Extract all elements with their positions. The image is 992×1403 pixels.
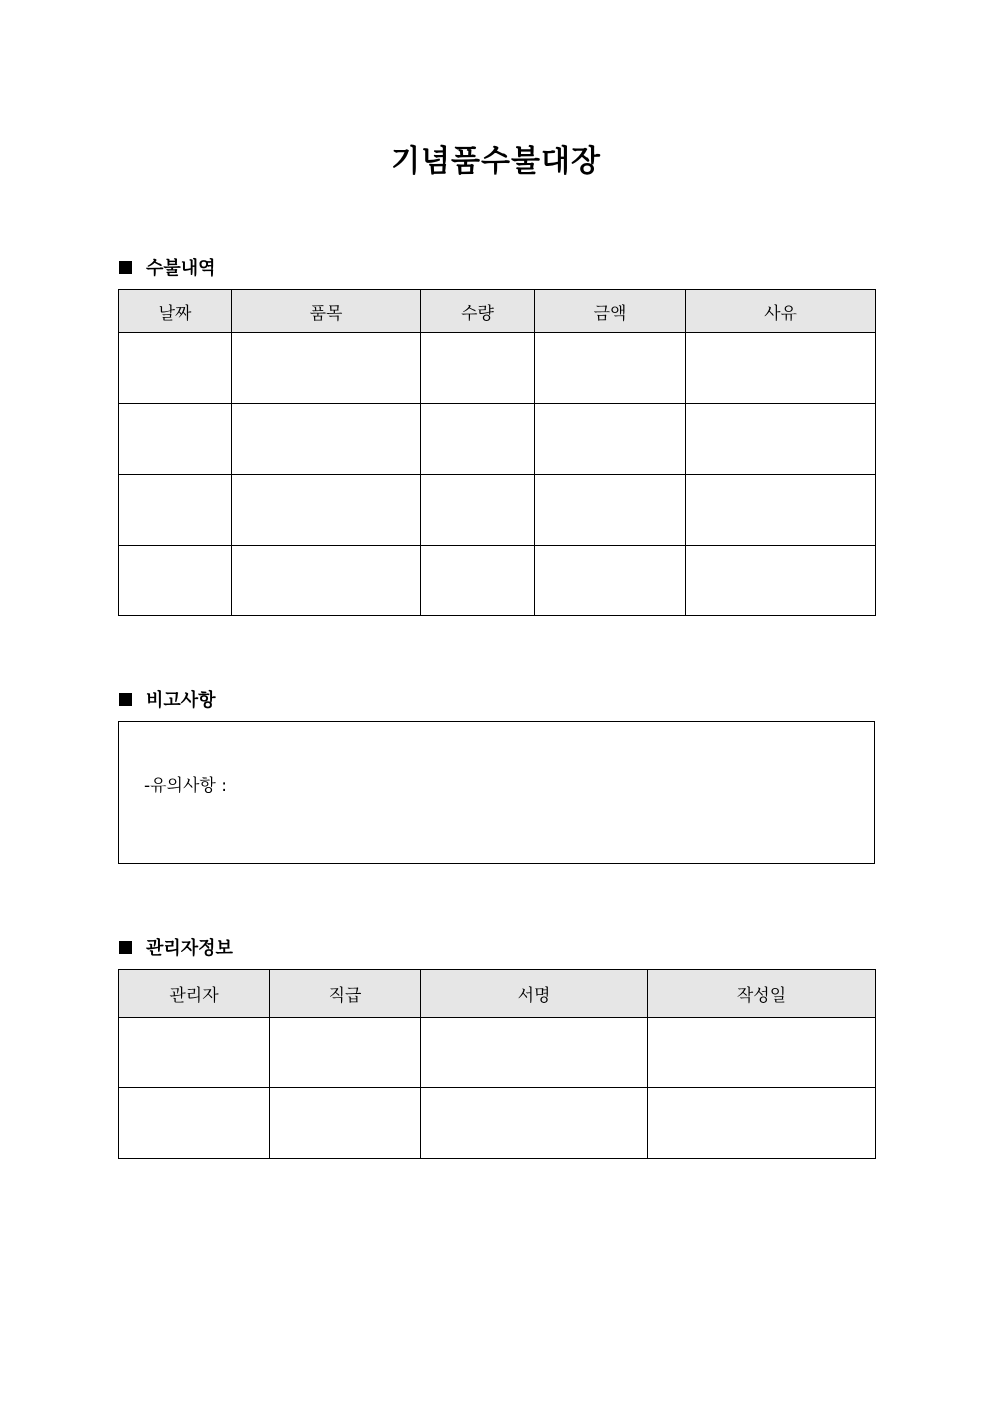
- ledger-cell[interactable]: [119, 475, 232, 546]
- manager-cell[interactable]: [119, 1088, 270, 1159]
- page-title: 기념품수불대장: [391, 144, 601, 179]
- remarks-box[interactable]: [118, 721, 875, 864]
- ledger-cell[interactable]: [686, 546, 876, 616]
- ledger-cell[interactable]: [535, 475, 686, 546]
- manager-cell[interactable]: [648, 1018, 876, 1088]
- manager-col-date: 작성일: [648, 970, 876, 1018]
- manager-header-row: [119, 970, 876, 1018]
- section-heading-manager-label: 관리자정보: [146, 938, 233, 959]
- square-bullet-icon: [119, 693, 132, 706]
- ledger-cell[interactable]: [421, 475, 535, 546]
- section-heading-remarks-label: 비고사항: [146, 690, 216, 711]
- ledger-cell[interactable]: [535, 333, 686, 404]
- ledger-cell[interactable]: [535, 404, 686, 475]
- manager-cell[interactable]: [421, 1018, 648, 1088]
- ledger-cell[interactable]: [232, 404, 421, 475]
- ledger-col-item: 품목: [232, 290, 421, 333]
- section-heading-ledger: [119, 254, 216, 280]
- ledger-cell[interactable]: [421, 546, 535, 616]
- ledger-header-row: [119, 290, 876, 333]
- manager-col-position: 직급: [270, 970, 421, 1018]
- ledger-cell[interactable]: [686, 404, 876, 475]
- table-row: [119, 1018, 876, 1088]
- table-row: [119, 333, 876, 404]
- ledger-cell[interactable]: [119, 333, 232, 404]
- square-bullet-icon: [119, 261, 132, 274]
- manager-cell[interactable]: [119, 1018, 270, 1088]
- ledger-cell[interactable]: [119, 546, 232, 616]
- ledger-cell[interactable]: [686, 475, 876, 546]
- ledger-cell[interactable]: [686, 333, 876, 404]
- ledger-col-reason: 사유: [686, 290, 876, 333]
- section-heading-manager: [119, 934, 233, 960]
- manager-table: [118, 969, 876, 1159]
- manager-col-manager: 관리자: [119, 970, 270, 1018]
- ledger-cell[interactable]: [232, 546, 421, 616]
- ledger-cell[interactable]: [421, 333, 535, 404]
- ledger-cell[interactable]: [232, 475, 421, 546]
- section-heading-ledger-label: 수불내역: [146, 258, 216, 279]
- ledger-cell[interactable]: [232, 333, 421, 404]
- ledger-cell[interactable]: [535, 546, 686, 616]
- section-heading-remarks: [119, 686, 216, 712]
- ledger-cell[interactable]: [421, 404, 535, 475]
- ledger-col-amount: 금액: [535, 290, 686, 333]
- table-row: [119, 1088, 876, 1159]
- ledger-col-quantity: 수량: [421, 290, 535, 333]
- table-row: [119, 546, 876, 616]
- square-bullet-icon: [119, 941, 132, 954]
- ledger-col-date: 날짜: [119, 290, 232, 333]
- manager-cell[interactable]: [648, 1088, 876, 1159]
- manager-cell[interactable]: [270, 1088, 421, 1159]
- ledger-cell[interactable]: [119, 404, 232, 475]
- manager-cell[interactable]: [270, 1018, 421, 1088]
- table-row: [119, 404, 876, 475]
- remarks-note: -유의사항 :: [144, 776, 227, 796]
- manager-col-signature: 서명: [421, 970, 648, 1018]
- manager-cell[interactable]: [421, 1088, 648, 1159]
- table-row: [119, 475, 876, 546]
- ledger-table: [118, 289, 876, 616]
